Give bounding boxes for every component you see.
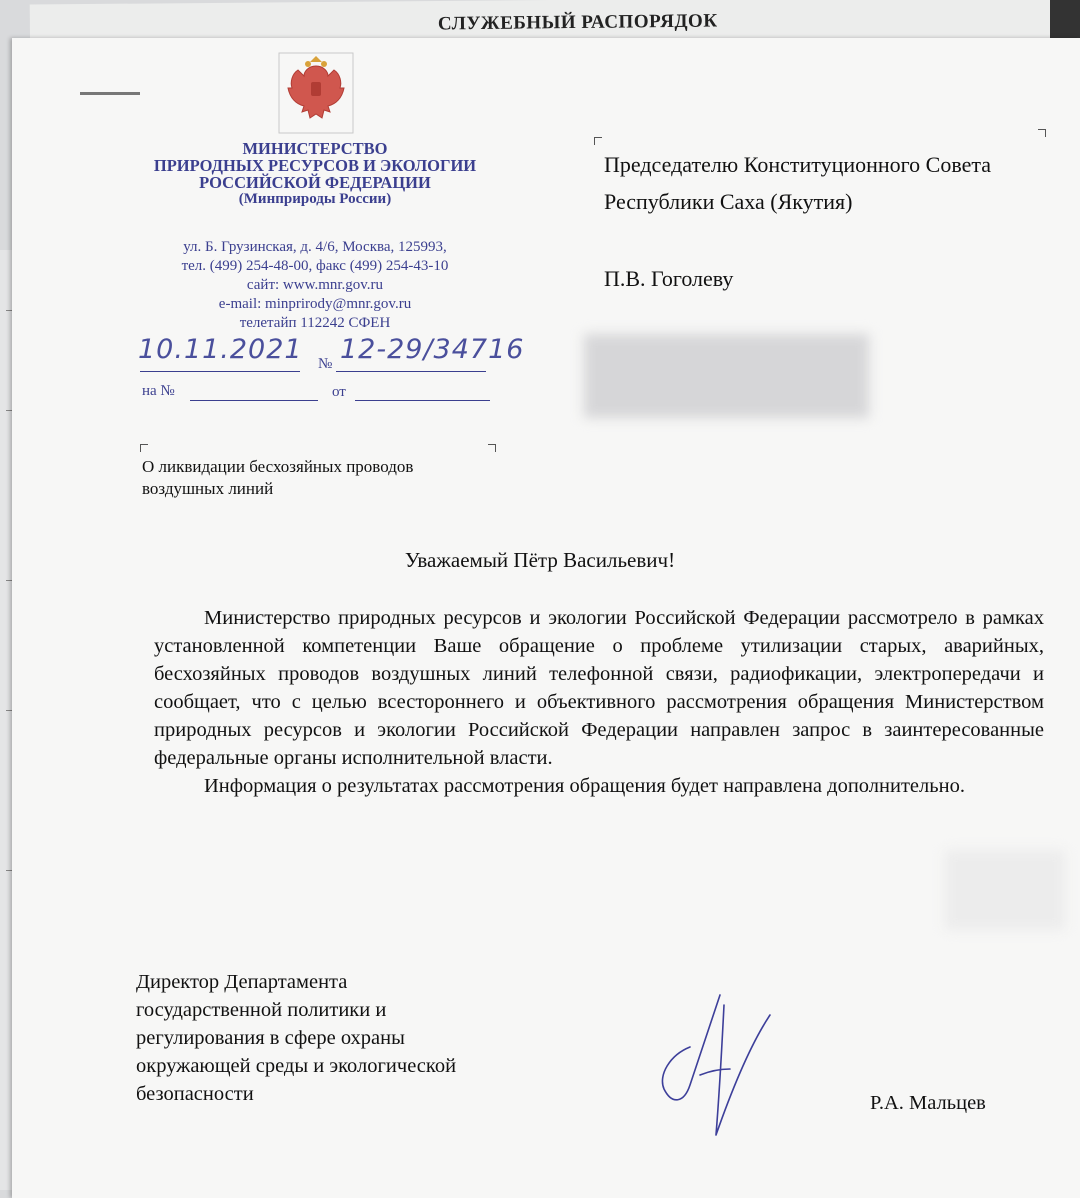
letter-body (154, 604, 1044, 800)
body-paragraph: Информация о результатах рассмотрения обращения будет направлена дополнительно. (204, 775, 965, 797)
coat-of-arms-icon (278, 52, 354, 134)
signer-title-line: окружающей среды и экологической (136, 1055, 457, 1077)
number-label: № (318, 356, 333, 372)
addressee-line: Председателю Конституционного Совета (604, 152, 991, 177)
reference-label: на № (142, 383, 175, 399)
signer-title-line: регулирования в сфере охраны (136, 1027, 405, 1049)
background-edge (1050, 0, 1080, 40)
from-line (355, 400, 490, 401)
ministry-name (120, 140, 510, 208)
salutation: Уважаемый Пётр Васильевич! (404, 548, 676, 572)
ministry-line: РОССИЙСКОЙ ФЕДЕРАЦИИ (199, 173, 431, 192)
background-document-title: СЛУЖЕБНЫЙ РАСПОРЯДОК (437, 10, 718, 35)
from-label: от (332, 384, 346, 400)
ministry-line: ПРИРОДНЫХ РЕСУРСОВ И ЭКОЛОГИИ (153, 156, 477, 175)
redacted-area (945, 850, 1065, 930)
corner-mark (594, 137, 602, 145)
date-line (140, 371, 300, 372)
email: e-mail: minprirody@mnr.gov.ru (218, 296, 412, 312)
body-paragraph: Министерство природных ресурсов и экологии Российской Федерации рассмотрело в рамках установленной компетенции Ваше обращение о проблеме утилизации старых, аварийных, бесхозяйных проводов воздушных линий телефонной связи, радиофикации, электропередачи и сообщает, что с целью всестороннего и объективного рассмотрения обращения Министерством природных ресурсов и экологии Российской Федерации направлен запрос в заинтересованные федеральные органы исполнительной власти. (154, 607, 1044, 769)
ministry-line: МИНИСТЕРСТВО (242, 139, 388, 158)
signer-name: Р.А. Мальцев (870, 1092, 986, 1114)
reference-line (190, 400, 318, 401)
handwritten-signature (650, 985, 790, 1145)
corner-mark (488, 444, 496, 452)
ministry-short-name: (Минприроды России) (238, 191, 392, 207)
phone: тел. (499) 254-48-00, факс (499) 254-43-10 (181, 258, 449, 274)
number-line (336, 371, 486, 372)
corner-mark (1038, 129, 1046, 137)
website: сайт: www.mnr.gov.ru (246, 277, 384, 293)
letter-subject (142, 456, 413, 500)
ministry-contacts (130, 238, 500, 333)
addressee-name: П.В. Гоголеву (604, 266, 734, 291)
subject-line: О ликвидации бесхозяйных проводов (142, 457, 414, 476)
handwritten-date: 10.11.2021 (138, 334, 303, 365)
signer-title-line: безопасности (136, 1083, 254, 1105)
redacted-area (584, 334, 869, 418)
address: ул. Б. Грузинская, д. 4/6, Москва, 125993, (183, 239, 447, 255)
handwritten-number: 12-29/34716 (340, 334, 525, 365)
signer-title-line: Директор Департамента (136, 971, 348, 993)
signer-title (136, 968, 456, 1108)
subject-line: воздушных линий (142, 479, 274, 498)
signer-title-line: государственной политики и (136, 999, 387, 1021)
telex: телетайп 112242 СФЕН (239, 315, 391, 331)
addressee (604, 146, 991, 220)
paper-mark (80, 92, 140, 95)
addressee-line: Республики Саха (Якутия) (604, 189, 853, 214)
corner-mark (140, 444, 148, 452)
